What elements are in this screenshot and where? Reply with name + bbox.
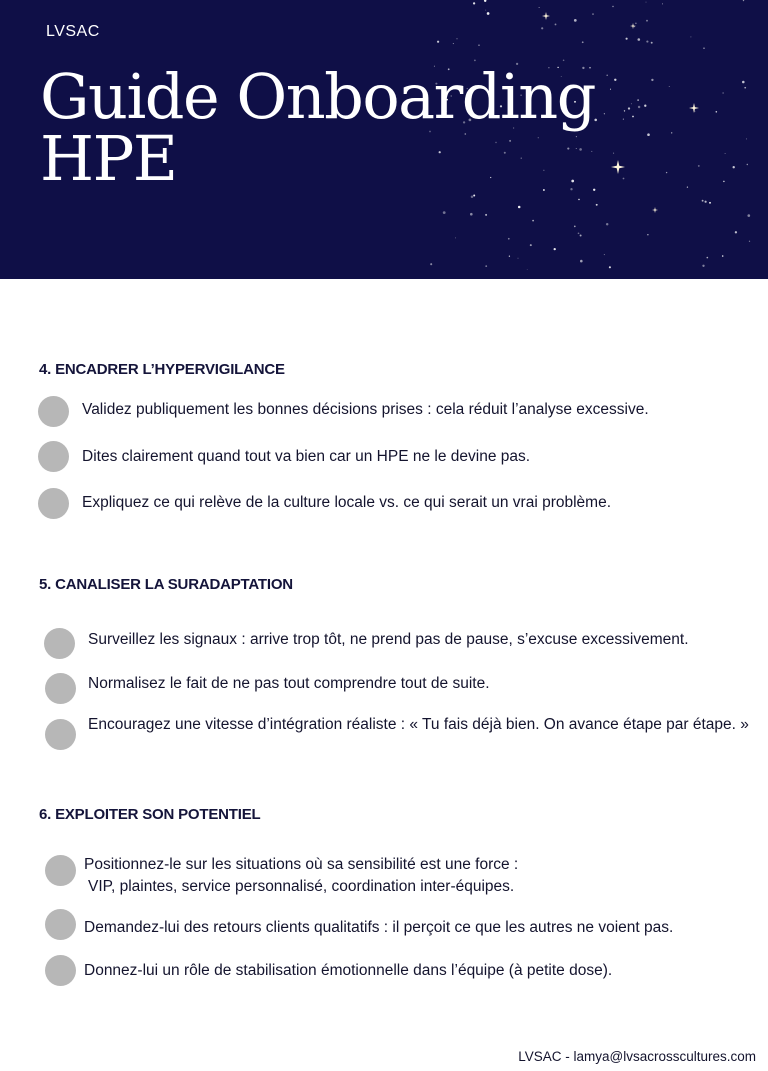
sparkle-star (652, 207, 658, 213)
bullet-circle (38, 396, 69, 427)
item-text: Demandez-lui des retours clients qualitatifs : il perçoit ce que les autres ne voient pas. (84, 919, 674, 936)
star-dot (580, 235, 582, 237)
bullet-circle (45, 855, 76, 886)
star-dot (509, 256, 510, 257)
star-dot (735, 231, 737, 233)
sparkle-star (542, 12, 550, 20)
star-dot (747, 164, 748, 165)
star-dot (646, 41, 648, 43)
star-dot (487, 12, 490, 15)
star-dot (485, 10, 486, 11)
star-dot (694, 111, 695, 112)
star-dot (574, 226, 576, 228)
star-dot (554, 248, 556, 250)
star-dot (527, 269, 528, 270)
star-dot (646, 20, 648, 22)
star-dot (744, 87, 746, 89)
bullet-circle (45, 719, 76, 750)
star-dot (443, 211, 446, 214)
star-dot (574, 19, 577, 22)
item-text: Encouragez une vitesse d’intégration réaliste : « Tu fais déjà bien. On avance étape par étape. » (88, 716, 749, 733)
bullet-circle (45, 673, 76, 704)
star-dot (733, 166, 735, 168)
star-dot (662, 3, 663, 4)
star-dot (647, 234, 648, 235)
item-text: Surveillez les signaux : arrive trop tôt, ne prend pas de pause, s’excuse excessivement. (88, 631, 689, 648)
star-dot (470, 213, 473, 216)
brand-label: LVSAC (46, 23, 100, 40)
star-dot (609, 266, 611, 268)
bullet-circle (38, 441, 69, 472)
item-text (84, 854, 756, 898)
section-6-title: 6. EXPLOITER SON POTENTIEL (39, 806, 261, 823)
item-text: Dites clairement quand tout va bien car un HPE ne le devine pas. (82, 448, 531, 465)
star-dot (430, 263, 432, 265)
item-text: Normalisez le fait de ne pas tout comprendre tout de suite. (88, 675, 490, 692)
star-dot (453, 43, 454, 44)
star-dot (455, 237, 456, 238)
star-dot (592, 13, 593, 14)
star-dot (532, 220, 534, 222)
item-text: Validez publiquement les bonnes décisions prises : cela réduit l’analyse excessive. (82, 401, 649, 418)
star-dot (749, 241, 750, 242)
star-dot (596, 204, 598, 206)
item-text-line-2: VIP, plaintes, service personnalisé, coordination inter-équipes. (88, 878, 515, 895)
star-dot (742, 81, 745, 84)
item-text: Expliquez ce qui relève de la culture locale vs. ce qui serait un vrai problème. (82, 494, 611, 511)
star-dot (456, 38, 457, 39)
section-4-title: 4. ENCADRER L’HYPERVIGILANCE (39, 361, 285, 378)
star-dot (518, 206, 521, 209)
star-dot (478, 45, 479, 46)
star-dot (703, 47, 704, 48)
star-dot (471, 195, 474, 198)
star-dot (485, 265, 487, 267)
star-dot (539, 7, 540, 8)
star-dot (725, 153, 726, 154)
star-dot (580, 260, 583, 263)
star-dot (702, 265, 704, 267)
star-dot (578, 199, 579, 200)
star-dot (606, 223, 608, 225)
star-dot (722, 255, 724, 257)
star-dot (578, 232, 580, 234)
item-text: Donnez-lui un rôle de stabilisation émotionnelle dans l’équipe (à petite dose). (84, 962, 613, 979)
header-banner (0, 0, 768, 279)
star-dot (508, 238, 510, 240)
item-text-line-1: Positionnez-le sur les situations où sa sensibilité est une force : (84, 856, 519, 873)
star-dot (651, 42, 653, 44)
star-dot (722, 92, 723, 93)
star-dot (612, 6, 613, 7)
star-dot (634, 26, 635, 27)
star-dot (743, 0, 744, 1)
star-dot (582, 41, 584, 43)
star-dot (702, 200, 704, 202)
bullet-circle (38, 488, 69, 519)
star-dot (646, 2, 647, 3)
star-dot (687, 187, 688, 188)
sparkle-star (630, 23, 636, 29)
star-dot (541, 27, 543, 29)
bullet-circle (44, 628, 75, 659)
title-line-2: HPE (40, 122, 177, 195)
star-dot (747, 214, 750, 217)
star-dot (723, 181, 725, 183)
page-title (40, 60, 680, 195)
title-line-1: Guide Onboarding (40, 60, 595, 133)
bullet-circle (45, 955, 76, 986)
star-dot (637, 38, 640, 41)
section-5-title: 5. CANALISER LA SURADAPTATION (39, 576, 293, 593)
star-dot (604, 254, 605, 255)
star-dot (484, 0, 486, 2)
star-dot (746, 138, 747, 139)
star-dot (473, 2, 475, 4)
star-dot (709, 202, 711, 204)
star-dot (705, 201, 707, 203)
star-dot (485, 214, 487, 216)
footer-contact: LVSAC - lamya@lvsacrosscultures.com (518, 1049, 756, 1064)
star-dot (626, 38, 628, 40)
star-dot (530, 244, 532, 246)
star-dot (437, 41, 439, 43)
star-dot (690, 36, 691, 37)
star-dot (716, 111, 718, 113)
star-dot (473, 195, 475, 197)
star-dot (555, 23, 557, 25)
bullet-circle (45, 909, 76, 940)
star-dot (698, 165, 700, 167)
star-dot (518, 258, 519, 259)
star-dot (635, 23, 637, 25)
sparkle-star (689, 103, 699, 113)
star-dot (707, 257, 709, 259)
